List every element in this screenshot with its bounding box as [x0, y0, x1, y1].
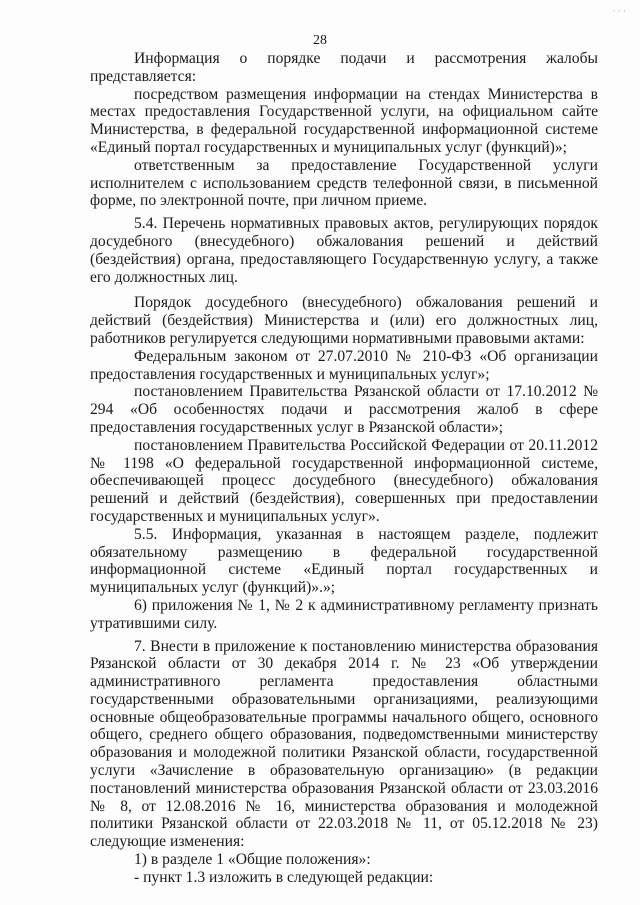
- paragraph-section-5-4: 5.4. Перечень нормативных правовых актов, регулирующих порядок досудебного (внесудебного) обжалования решений и действий (бездействия) органа, предоставляющего Государственную услугу, а также его должностных лиц.: [90, 215, 598, 286]
- paragraph-item-7: 7. Внести в приложение к постановлению министерства образования Рязанской области от 30 декабря 2014 г. № 23 «Об утверждении административного регламента предоставления областными государственными образовательными организациями, реализующими основные общеобразовательные программы начального общего, основного общего, среднего общего образования, подведомственными министерству образования и молодежной политики Рязанской области, государственной услуги «Зачисление в образовательную организацию» (в редакции постановлений министерства образования Рязанской области от 23.03.2016 № 8, от 12.08.2016 № 16, министерства образования и молодежной политики Рязанской области от 22.03.2018 № 11, от 05.12.2018 № 23) следующие изменения:: [90, 637, 598, 851]
- paragraph-item-6: 6) приложения № 1, № 2 к административному регламенту признать утратившими силу.: [90, 596, 598, 632]
- page-number: 28: [313, 33, 327, 48]
- paragraph-point-1-3: - пункт 1.3 изложить в следующей редакции:: [134, 868, 434, 886]
- corner-mark: · · ·: [612, 6, 626, 16]
- paragraph-complaint-info: Информация о порядке подачи и рассмотрения жалобы представляется:: [90, 50, 598, 85]
- paragraph-rf-resolution: постановлением Правительства Российской Федерации от 20.11.2012 № 1198 «О федеральной государственной информационной системе, обеспечивающей процесс досудебного (внесудебного) обжалования решений и действий (бездействия), совершенных при предоставлении государственных и муниципальных услуг».: [90, 436, 598, 525]
- document-body: [90, 50, 598, 887]
- paragraph-section-5-5: 5.5. Информация, указанная в настоящем разделе, подлежит обязательному размещению в федеральной государственной информационной системе «Единый портал государственных и муниципальных услуг (функций)».»;: [90, 525, 598, 597]
- paragraph-ryazan-resolution: постановлением Правительства Рязанской области от 17.10.2012 № 294 «Об особенностях подачи и рассмотрения жалоб в сфере предоставления государственных услуг в Рязанской области»;: [90, 383, 598, 436]
- paragraph-section-1: 1) в разделе 1 «Общие положения»:: [134, 851, 371, 869]
- paragraph-federal-law: Федеральным законом от 27.07.2010 № 210-ФЗ «Об организации предоставления государственных и муниципальных услуг»;: [90, 347, 598, 383]
- paragraph-appeal-procedure: Порядок досудебного (внесудебного) обжалования решений и действий (бездействия) Министерства и (или) его должностных лиц, работников регулируется следующими нормативными правовыми актами:: [90, 294, 598, 347]
- paragraph-responsible-executors: ответственным за предоставление Государственной услуги исполнителем с использованием средств телефонной связи, в письменной форме, по электронной почте, при личном приеме.: [90, 156, 598, 210]
- paragraph-stands-and-sites: посредством размещения информации на стендах Министерства в местах предоставления Государственной услуги, на официальном сайте Министерства, в федеральной государственной информационной системе «Единый портал государственных и муниципальных услуг (функций)»;: [90, 85, 598, 156]
